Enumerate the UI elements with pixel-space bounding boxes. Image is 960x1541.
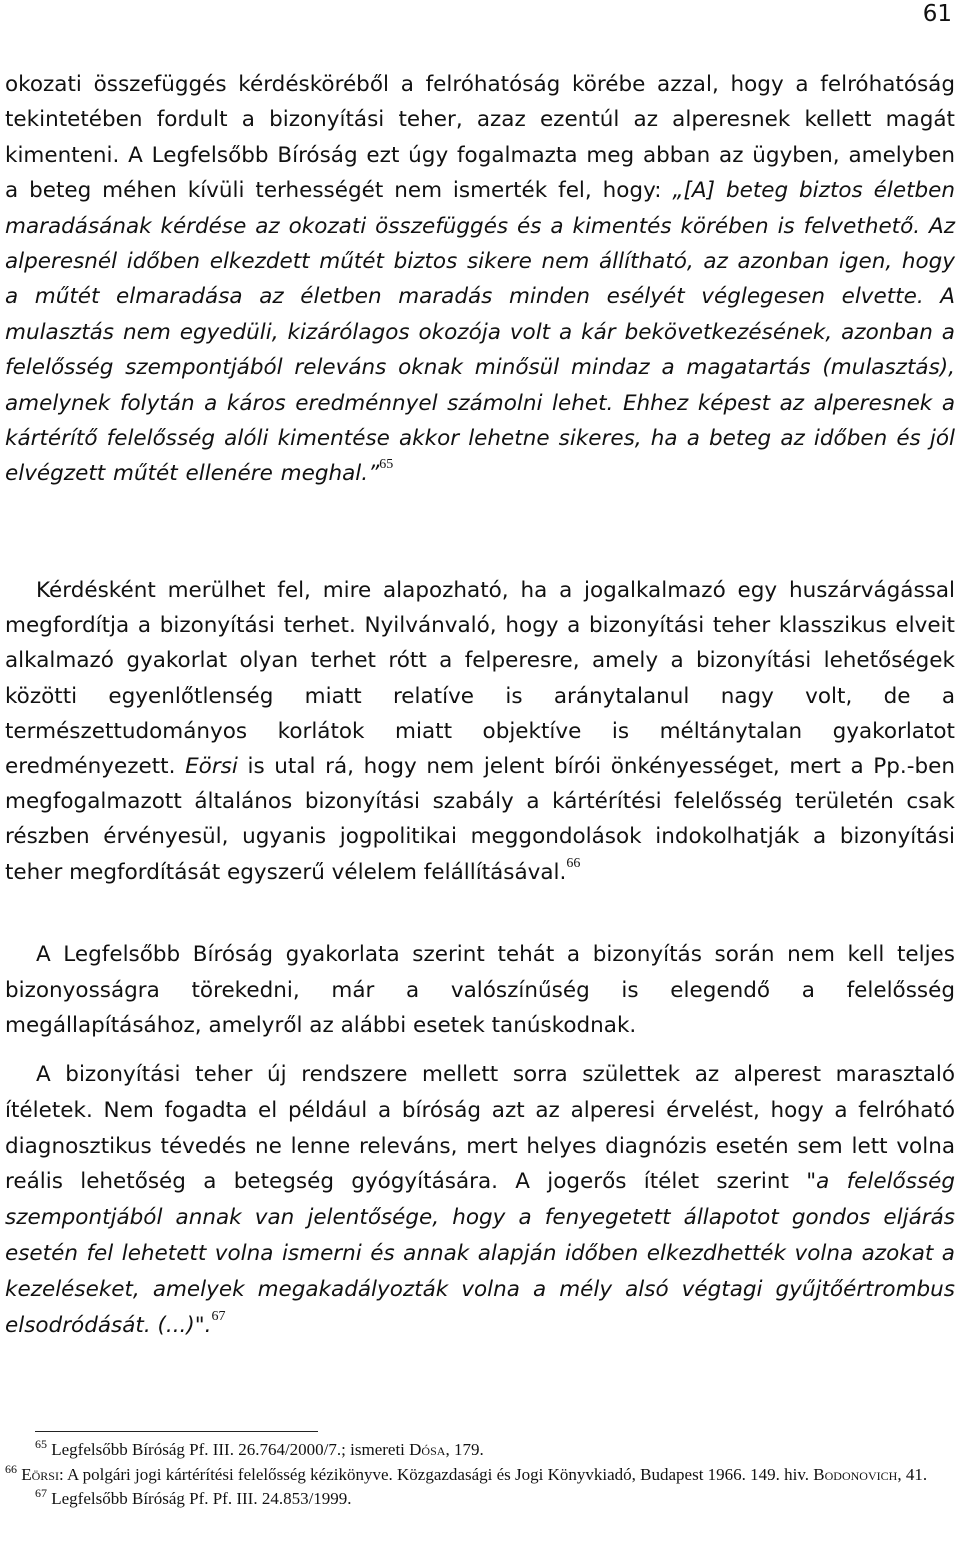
footnote-author: Eörsi [21,1464,59,1484]
footnote-number: 65 [35,1437,47,1451]
footnotes [5,1438,960,1512]
footnote-separator [35,1431,318,1432]
footnote-number: 67 [35,1486,47,1500]
page-number: 61 [922,1,952,27]
footnote-text: Legfelsőbb Bíróság Pf. Pf. III. 24.853/1999. [51,1489,352,1508]
paragraph-3 [5,937,955,1044]
footnote-author: Dósa [409,1440,446,1459]
judgment-quote: "a felelősség szempontjából annak van jelentősége, hogy a fenyegetett állapotot gondos eljárás esetén fel lehetett volna ismerni és annak alapján időben elkezdhették volna azokat a kezeléseket, amelyek megakadályozták volna a mély alsó végtagi gyűjtőértrombus elsodródását. (...)". [5,1169,955,1338]
paragraph-1-text: okozati összefüggés kérdésköréből a felróhatóság körébe azzal, hogy a felróhatóság tekintetében fordult a bizonyítási teher, azaz ezentúl az alperesnek kellett magát kimenteni. A Legfelsőbb Bíróság ezt úgy fogalmazta meg abban az ügyben, amelyben a beteg méhen kívüli terhességét nem ismerték fel, hogy: [5,72,955,204]
author-name-eorsi: Eörsi [185,754,238,780]
paragraph-4-text: A bizonyítási teher új rendszere mellett sorra születtek az alperest marasztaló ítéletek. Nem fogadta el például a bíróság azt az alperesi érvelést, hogy a felróható diagnosztikus tévedés ne lenne releváns, mert helyes diagnózis esetén sem lett volna reális lehetőség a betegség gyógyítására. A jogerős ítélet szerint [5,1062,955,1195]
footnote-ref-65[interactable]: 65 [379,457,394,473]
footnote-text-after: , 41. [897,1464,928,1484]
footnote-text-after: , 179. [445,1440,484,1459]
paragraph-3-text: A Legfelsőbb Bíróság gyakorlata szerint tehát a bizonyítás során nem kell teljes bizonyosságra törekedni, már a valószínűség is elegendő a felelősség megállapításához, amelyről az alábbi esetek tanúskodnak. [5,942,955,1038]
paragraph-4 [5,1057,955,1343]
paragraph-2-text-b: is utal rá, hogy nem jelent bírói önkényességet, mert a Pp.-ben megfogalmazott általános bizonyítási szabály a kártérítési felelősség területén csak részben érvényesül, ugyanis jogpolitikai meggondolások indokolhatják a bizonyítási teher megfordítását egyszerű vélelem felállításával. [5,754,955,885]
paragraph-1 [5,67,955,492]
footnote-text: Legfelsőbb Bíróság Pf. III. 26.764/2000/7.; ismereti [51,1440,410,1459]
paragraph-2-text-a: Kérdésként merülhet fel, mire alapozható, ha a jogalkalmazó egy huszárvágással megfordítja a bizonyítási terhet. Nyilvánvaló, hogy a bizonyítási teher klasszikus elveit alkalmazó gyakorlat olyan terhet rótt a felperesre, amely a bizonyítási lehetőségek közötti egyenlőtlenség miatt relatíve is aránytalanul nagy volt, de a természettudományos korlátok miatt objektíve is méltánytalan gyakorlatot eredményezett. [5,578,955,780]
footnote-ref-67[interactable]: 67 [211,1308,226,1324]
footnote-number: 66 [5,1461,17,1476]
footnote-65 [5,1438,960,1463]
paragraph-2 [5,573,955,890]
footnote-67 [5,1487,960,1512]
court-quote: „[A] beteg biztos életben maradásának kérdése az okozati összefüggés és a kimentés körében is felvethető. Az alperesnél időben elkezdett műtét biztos sikere nem állítható, az azonban igen, hogy a műtét elmaradása az életben maradás minden esélyét véglegesen elvette. A mulasztás nem egyedüli, kizárólagos okozója volt a kár bekövetkezésének, azonban a felelősség szempontjából releváns oknak minősül mindaz a magatartás (mulasztás), amelynek folytán a káros eredménnyel számolni lehet. Ehhez képest az alperesnek a kártérítő felelősség alóli kimentése akkor lehetne sikeres, ha a beteg az időben és jól elvégzett műtét ellenére meghal.” [5,178,956,487]
footnote-text: : A polgári jogi kártérítési felelősség kézikönyve. Közgazdasági és Jogi Könyvkiadó, Budapest 1966. 149. hiv. [58,1464,814,1484]
footnote-author-2: Bodonovich [813,1464,898,1484]
footnote-ref-66[interactable]: 66 [566,855,581,871]
footnote-66 [0,1463,960,1488]
